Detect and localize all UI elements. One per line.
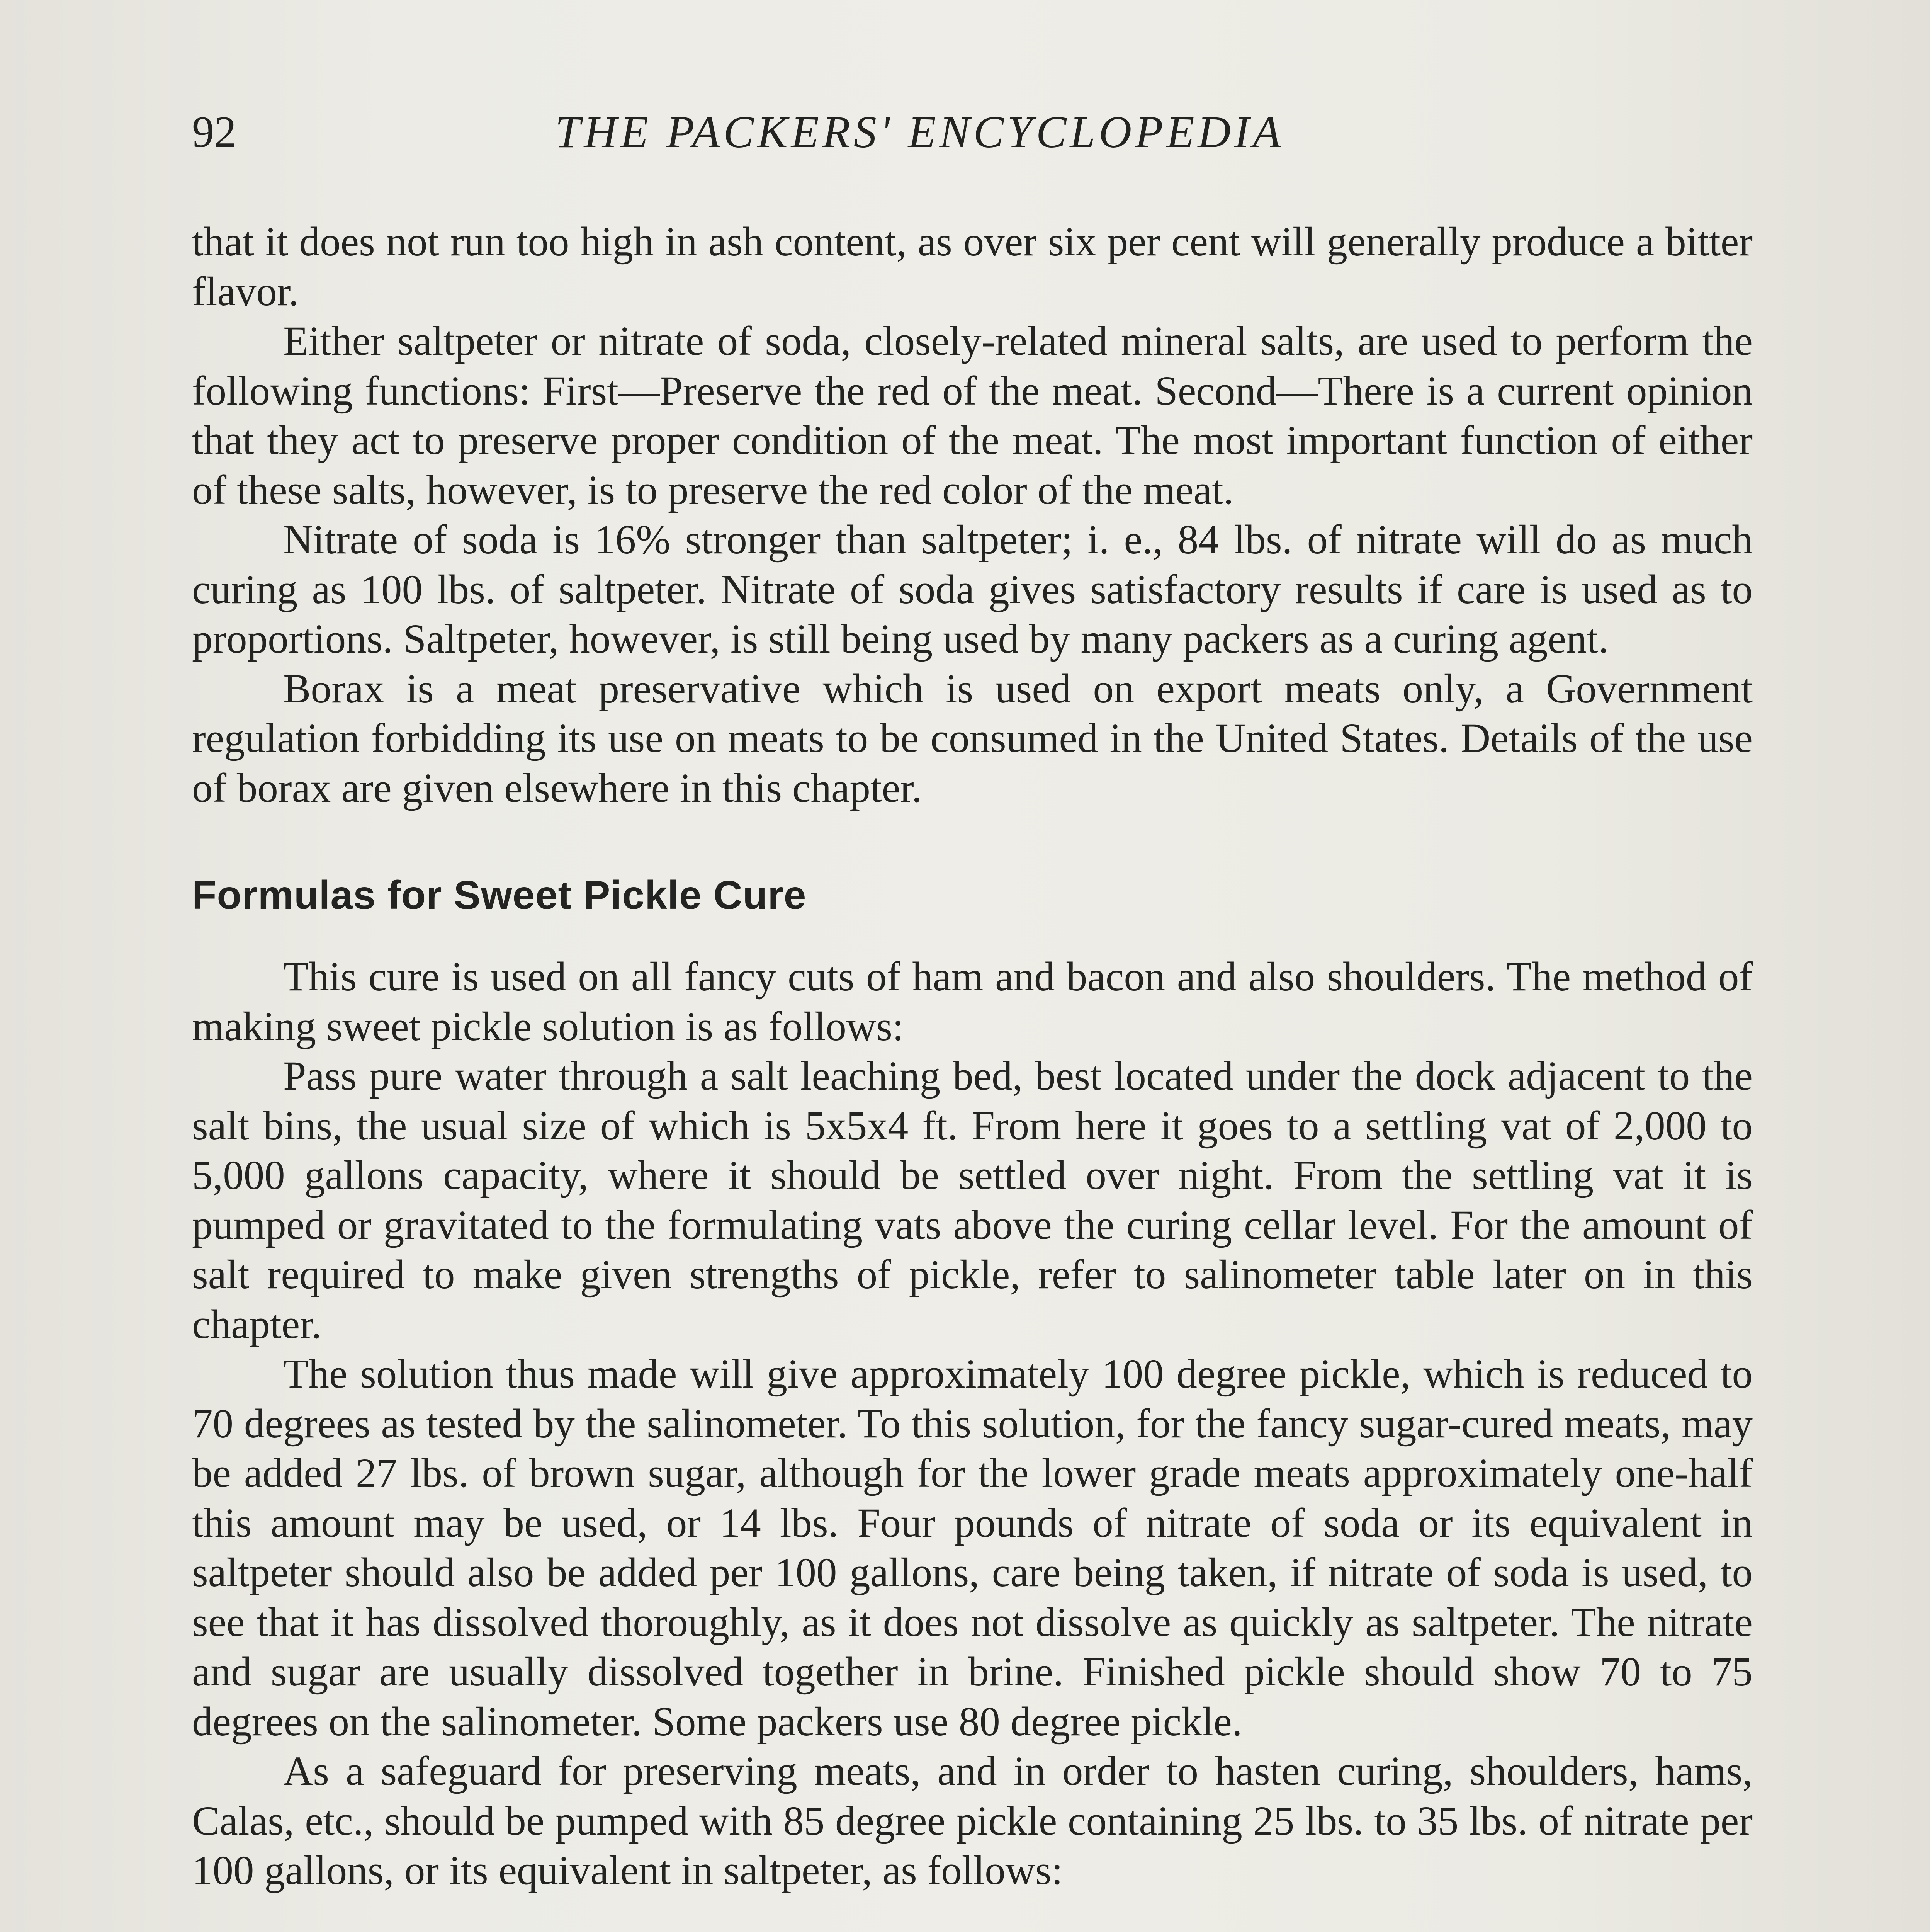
paragraph: Either saltpeter or nitrate of soda, closely-related mineral salts, are used to perform the following functions: First—Preserve the red of the meat. Second—There is a current opinion that they act to preserve proper condition of the meat. The most important function of either of these salts, however, is to preserve the red color of the meat. <box>192 318 1753 513</box>
running-head: THE PACKERS' ENCYCLOPEDIA <box>555 107 1284 157</box>
page-number: 92 <box>192 107 236 156</box>
paragraph: The solution thus made will give approximately 100 degree pickle, which is reduced to 70 degrees as tested by the salinometer. To this solution, for the fancy sugar-cured meats, may be added 27 lbs. of brown sugar, although for the lower grade meats approximately one-half this amount may be used, or 14 lbs. Four pounds of nitrate of soda or its equivalent in saltpeter should also be added per 100 gallons, care being taken, if nitrate of soda is used, to see that it has dissolved thoroughly, as it does not dissolve as quickly as saltpeter. The nitrate and sugar are usually dissolved together in brine. Finished pickle should show 70 to 75 degrees on the salinometer. Some packers use 80 degree pickle. <box>192 1351 1753 1745</box>
paragraph: that it does not run too high in ash content, as over six per cent will generally produce a bitter flavor. <box>192 219 1753 315</box>
section-heading: Formulas for Sweet Pickle Cure <box>192 873 807 918</box>
paragraph: As a safeguard for preserving meats, and in order to hasten curing, shoulders, hams, Calas, etc., should be pumped with 85 degree pickle containing 25 lbs. to 35 lbs. of nitrate per 100 gallons, or its equivalent in saltpeter, as follows: <box>192 1748 1753 1893</box>
paragraph: Pass pure water through a salt leaching bed, best located under the dock adjacent to the salt bins, the usual size of which is 5x5x4 ft. From here it goes to a settling vat of 2,000 to 5,000 gallons capacity, where it should be settled over night. From the settling vat it is pumped or gravitated to the formulating vats above the curing cellar level. For the amount of salt required to make given strengths of pickle, refer to salinometer table later on in this chapter. <box>192 1053 1753 1347</box>
paragraph: Nitrate of soda is 16% stronger than saltpeter; i. e., 84 lbs. of nitrate will do as much curing as 100 lbs. of saltpeter. Nitrate of soda gives satisfactory results if care is used as to proportions. Saltpeter, however, is still being used by many packers as a curing agent. <box>192 517 1753 662</box>
paragraph: This cure is used on all fancy cuts of ham and bacon and also shoulders. The method of making sweet pickle solution is as follows: <box>192 954 1753 1049</box>
body-text <box>192 217 1753 1896</box>
page-header <box>192 101 1776 163</box>
paragraph: Borax is a meat preservative which is used on export meats only, a Government regulation forbidding its use on meats to be consumed in the United States. Details of the use of borax are given elsewhere in this chapter. <box>192 666 1753 811</box>
